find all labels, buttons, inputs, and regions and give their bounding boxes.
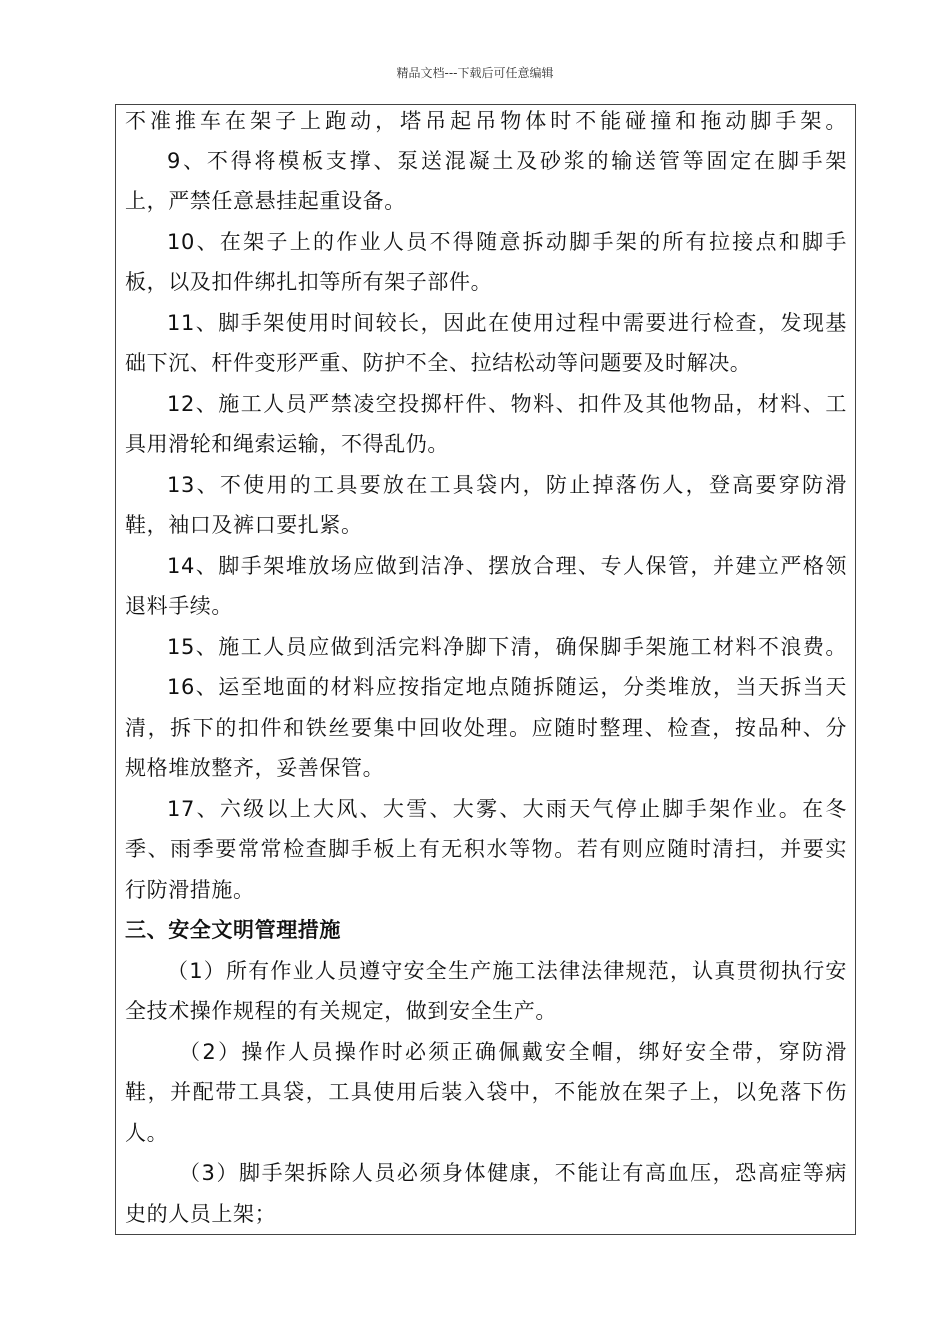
text-line: 15、施工人员应做到活完料净脚下清，确保脚手架施工材料不浪费。 <box>167 635 847 659</box>
text-line: （1）所有作业人员遵守安全生产施工法律法律规范，认真贯彻执行安 <box>167 959 847 983</box>
text-line: 规格堆放整齐，妥善保管。 <box>125 756 385 780</box>
text-line: 板，以及扣件绑扎扣等所有架子部件。 <box>125 270 493 294</box>
document-frame <box>115 104 856 1235</box>
text-line: 13、不使用的工具要放在工具袋内，防止掉落伤人，登高要穿防滑 <box>167 473 847 497</box>
text-line: 鞋，袖口及裤口要扎紧。 <box>125 513 363 537</box>
text-line: 16、运至地面的材料应按指定地点随拆随运，分类堆放，当天拆当天 <box>167 675 847 699</box>
text-line: 全技术操作规程的有关规定，做到安全生产。 <box>125 999 557 1023</box>
text-line: 9、不得将模板支撑、泵送混凝土及砂浆的输送管等固定在脚手架 <box>167 149 847 173</box>
text-line: 人。 <box>125 1121 169 1145</box>
text-line: 12、施工人员严禁凌空投掷杆件、物料、扣件及其他物品，材料、工 <box>167 392 847 416</box>
page-header: 精品文档---下载后可任意编辑 <box>396 66 554 80</box>
text-line: 11、脚手架使用时间较长，因此在使用过程中需要进行检查，发现基 <box>167 311 847 335</box>
text-line: 础下沉、杆件变形严重、防护不全、拉结松动等问题要及时解决。 <box>125 351 752 375</box>
text-line: 史的人员上架； <box>125 1202 277 1226</box>
section-heading: 三、安全文明管理措施 <box>125 918 341 942</box>
text-line: （3）脚手架拆除人员必须身体健康，不能让有高血压，恐高症等病 <box>179 1161 847 1185</box>
text-line: 行防滑措施。 <box>125 878 255 902</box>
text-line: 17、六级以上大风、大雪、大雾、大雨天气停止脚手架作业。在冬 <box>167 797 847 821</box>
text-line: 具用滑轮和绳索运输，不得乱仍。 <box>125 432 449 456</box>
text-line: 退料手续。 <box>125 594 233 618</box>
text-line: 清，拆下的扣件和铁丝要集中回收处理。应随时整理、检查，按品种、分 <box>125 716 847 740</box>
text-line: （2）操作人员操作时必须正确佩戴安全帽，绑好安全带，穿防滑 <box>179 1040 847 1064</box>
text-line: 鞋，并配带工具袋，工具使用后装入袋中，不能放在架子上，以免落下伤 <box>125 1080 847 1104</box>
text-line: 上，严禁任意悬挂起重设备。 <box>125 189 406 213</box>
text-line: 不准推车在架子上跑动，塔吊起吊物体时不能碰撞和拖动脚手架。 <box>125 109 847 133</box>
text-line: 季、雨季要常常检查脚手板上有无积水等物。若有则应随时清扫，并要实 <box>125 837 847 861</box>
text-line: 14、脚手架堆放场应做到洁净、摆放合理、专人保管，并建立严格领 <box>167 554 847 578</box>
text-line: 10、在架子上的作业人员不得随意拆动脚手架的所有拉接点和脚手 <box>167 230 847 254</box>
